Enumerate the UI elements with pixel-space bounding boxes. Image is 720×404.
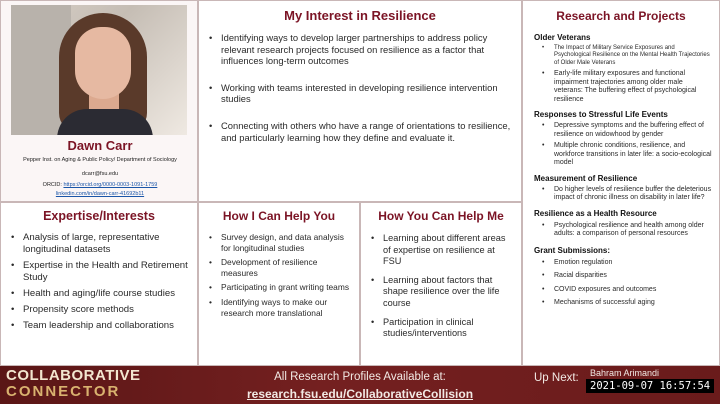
linkedin-link[interactable]: linkedin.com/in/dawn-carr-41692b11 [55, 191, 145, 197]
list-item: • Do higher levels of resilience buffer the deleterious impact of chronic illness on disability in later life? [542, 186, 713, 203]
list-item: • Multiple chronic conditions, resilience, and workforce transitions in later life: a socio-ecological model [542, 142, 713, 168]
profile-photo [11, 5, 187, 135]
research-heading-older-veterans: Older Veterans [534, 33, 591, 42]
research-panel [522, 0, 720, 366]
help-you-panel [198, 202, 360, 366]
help-me-panel [360, 202, 522, 366]
list-item: • Team leadership and collaborations [11, 320, 191, 332]
list-item: • Early-life military exposures and functional impairment trajectories among older male veterans: The buffering effect of psychological resilience [542, 70, 713, 104]
profiles-link[interactable]: research.fsu.edu/CollaborativeCollision [246, 387, 474, 401]
list-item: • Expertise in the Health and Retirement Study [11, 260, 191, 284]
list-item: • Emotion regulation [542, 259, 713, 268]
list-item: • Working with teams interested in developing resilience intervention studies [209, 82, 513, 105]
list-item: • Connecting with others who have a range of orientations to resilience, and particularly learning how they define and evaluate it. [209, 120, 513, 143]
profiles-text: All Research Profiles Available at: [274, 371, 446, 383]
brand-bottom: CONNECTOR [6, 383, 121, 400]
expertise-title: Expertise/Interests [43, 209, 155, 223]
list-item: • Racial disparities [542, 272, 713, 281]
list-item: • Survey design, and data analysis for longitudinal studies [209, 232, 353, 253]
orcid-label: ORCID: [42, 182, 62, 188]
list-item: • Propensity score methods [11, 304, 191, 316]
list-item: • COVID exposures and outcomes [542, 286, 713, 295]
expertise-panel [0, 202, 198, 366]
brand-top: COLLABORATIVE [6, 367, 141, 384]
interest-title: My Interest in Resilience [284, 8, 436, 23]
list-item: • Depressive symptoms and the buffering effect of resilience on widowhood by gender [542, 122, 713, 139]
research-heading-health-resource: Resilience as a Health Resource [534, 208, 657, 218]
profile-panel [0, 0, 198, 202]
list-item: • Identifying ways to make our research more translational [209, 297, 353, 318]
research-title: Research and Projects [556, 9, 686, 23]
list-item: • Identifying ways to develop larger partnerships to address policy relevant research projects focused on resilience as a factor that influences long-term outcomes [209, 32, 513, 67]
research-heading-measurement: Measurement of Resilience [534, 173, 638, 183]
research-heading-grants: Grant Submissions: [534, 245, 611, 255]
list-item: • Psychological resilience and health among older adults: a comparison of personal resources [542, 222, 713, 239]
list-item: • Participating in grant writing teams [209, 282, 353, 293]
help-me-title: How You Can Help Me [378, 209, 504, 223]
brand-logo [6, 368, 141, 400]
list-item: • Learning about factors that shape resilience over the life course [371, 275, 513, 310]
footer-bar [0, 366, 720, 404]
list-item: • Participation in clinical studies/interventions [371, 317, 513, 340]
research-heading-stressful-events: Responses to Stressful Life Events [534, 110, 668, 120]
list-item: • Mechanisms of successful aging [542, 299, 713, 308]
list-item: • The Impact of Military Service Exposures and Psychological Resilience on the Mental Health Trajectories of Older Male Veterans [542, 45, 713, 67]
profile-email: dcarr@fsu.edu [81, 171, 119, 177]
interest-list [209, 32, 513, 143]
profile-affiliation: Pepper Inst. on Aging & Public Policy/ Department of Sociology [23, 157, 177, 163]
profile-name: Dawn Carr [67, 138, 133, 153]
list-item: • Learning about different areas of expertise on resilience at FSU [371, 233, 513, 268]
orcid-link[interactable]: https://orcid.org/0000-0003-1091-1759 [63, 182, 158, 188]
profile-orcid [1, 182, 198, 188]
list-item: • Health and aging/life course studies [11, 288, 191, 300]
help-you-title: How I Can Help You [222, 209, 336, 223]
interest-panel [198, 0, 522, 202]
up-next-name: Bahram Arimandi [590, 368, 660, 378]
list-item: • Analysis of large, representative longitudinal datasets [11, 232, 191, 256]
up-next-label: Up Next: [534, 372, 579, 384]
timestamp: 2021-09-07 16:57:54 [586, 379, 714, 393]
list-item: • Development of resilience measures [209, 257, 353, 278]
